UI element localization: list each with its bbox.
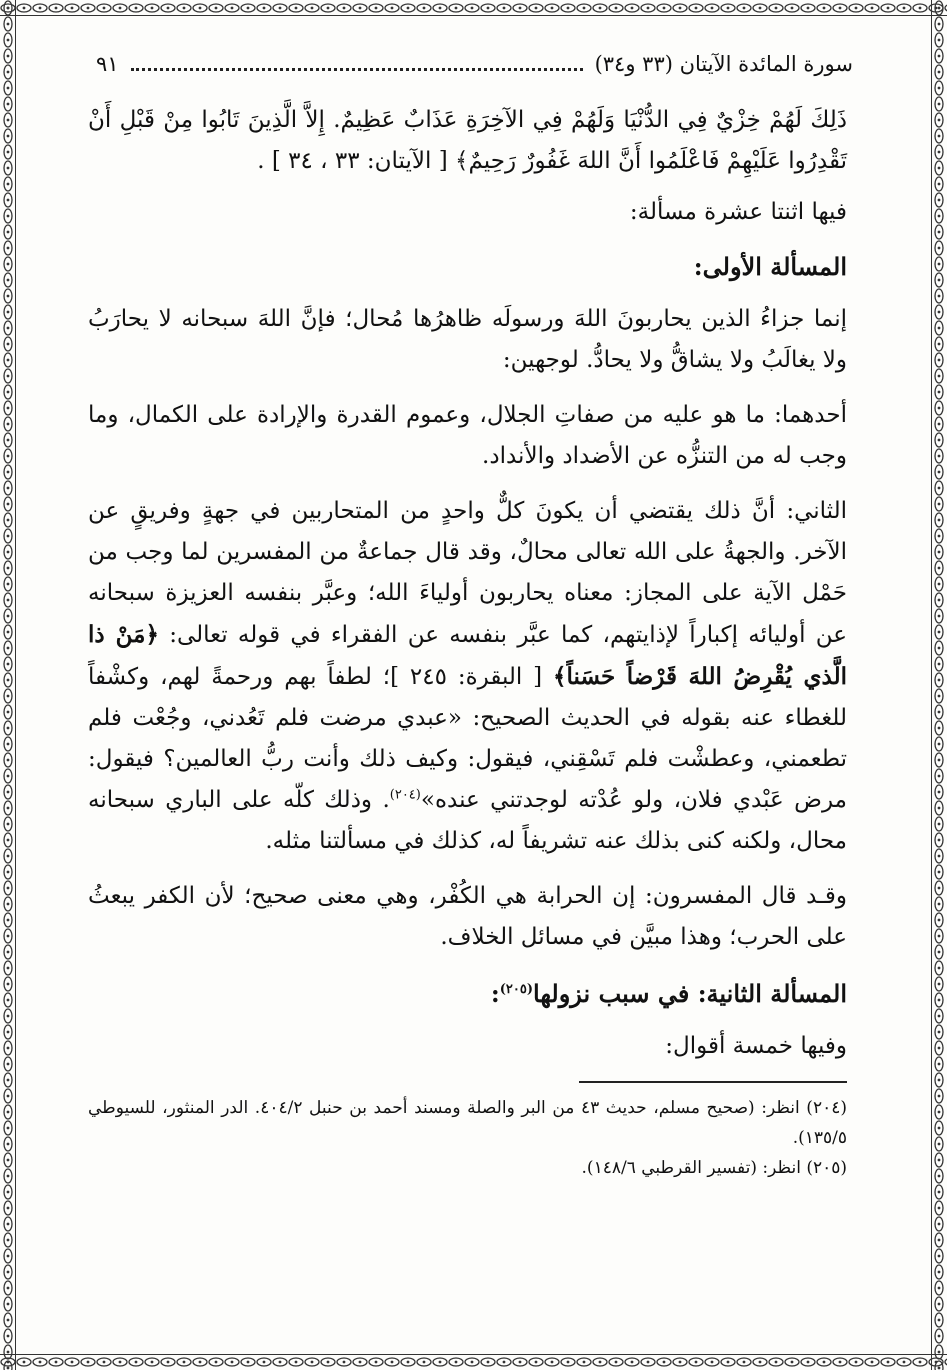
ornamental-border-top [0, 0, 947, 16]
footnotes [88, 1093, 847, 1183]
ornamental-border-left [0, 0, 16, 1370]
running-header [96, 52, 853, 76]
footnote-ref-205[interactable]: (٢٠٥) [499, 982, 534, 997]
footnote-205: (٢٠٥) انظر: (تفسير القرطبي ١٤٨/٦). [581, 1158, 847, 1178]
paragraph-3-part-c: . وذلك كلّه على الباري سبحانه محال، ولكنه كنى بذلك عنه تشريفاً له، كذلك في مسألتنا مثله. [88, 787, 847, 854]
quran-verse: ذَلِكَ لَهُمْ خِزْيٌ فِي الدُّنْيَا وَلَهُمْ فِي الآخِرَةِ عَذَابٌ عَظِيمٌ. إِلاَّ الَّذِينَ تَابُوا مِنْ قَبْلِ أَنْ تَقْدِرُوا عَلَيْهِمْ فَاعْلَمُوا أَنَّ اللهَ غَفُورٌ رَحِيمٌ﴾ [ الآيتان: ٣٣ ، ٣٤ ] . [88, 107, 847, 174]
footnote-ref-204[interactable]: (٢٠٤) [389, 787, 421, 803]
paragraph-5: وفيها خمسة أقوال: [665, 1033, 847, 1059]
footnote-204: (٢٠٤) انظر: (صحيح مسلم، حديث ٤٣ من البر والصلة ومسند أحمد بن حنبل ٤٠٤/٢. الدر المنثور، للسيوطي ١٣٥/٥). [88, 1098, 847, 1148]
paragraph-3-part-b: [ البقرة: ٢٤٥ ]؛ لطفاً بهم ورحمةً لهم، وكشْفاً للغطاء عنه بقوله في الحديث الصحيح: «عبدي مرضت فلم تَعُدني، وجُعْت فلم تطعمني، وعطشْت فلم تَسْقِني، فيقول: وكيف ذلك وأنت ربُّ العالمين؟ فيقول: مرض عَبْدي فلان، ولو عُدْته لوجدتني عنده» [88, 664, 848, 813]
section-heading-first: المسألة الأولى: [693, 252, 847, 281]
header-title: سورة المائدة الآيتان (٣٣ و٣٤) [594, 52, 853, 76]
paragraph-4: وقـد قال المفسرون: إن الحرابة هي الكُفْر، وهي معنى صحيح؛ لأن الكفر يبعثُ على الحرب؛ وهذا مبيَّن في مسائل الخلاف. [88, 883, 847, 950]
quran-quote: ﴿مَنْ ذا الَّذي يُقْرِضُ اللهَ قَرْضاً حَسَناً﴾ [88, 621, 847, 690]
intro-line: فيها اثنتا عشرة مسألة: [629, 199, 847, 225]
section-heading-second-colon: : [490, 979, 500, 1008]
page-content [88, 52, 853, 1183]
page-number: ٩١ [96, 52, 119, 76]
paragraph-1: إنما جزاءُ الذين يحاربونَ اللهَ ورسولَه ظاهرُها مُحال؛ فإنَّ اللهَ سبحانه لا يحارَبُ ولا يغالَبُ ولا يشاقُّ ولا يحادُّ. لوجهين: [88, 306, 847, 373]
paragraph-2: أحدهما: ما هو عليه من صفاتِ الجلال، وعموم القدرة والإرادة على الكمال، وما وجب له من التنزُّه عن الأضداد والأنداد. [88, 402, 847, 469]
section-heading-second [88, 972, 847, 1016]
ornamental-border-bottom [0, 1354, 947, 1370]
header-leader-dots [131, 56, 583, 71]
paragraph-3-part-a: الثاني: أنَّ ذلك يقتضي أن يكونَ كلٌّ واحدٍ من المتحاربين في جهةٍ وفريقٍ عن الآخر. والجهةُ على الله تعالى محالٌ، وقد قال جماعةٌ من المفسرين لما وجب من حَمْل الآية على المجاز: معناه يحاربون أولياءَ الله؛ وعبَّر بنفسه العزيزة سبحانه عن أوليائه إكباراً لإذايتهم، كما عبَّر بنفسه عن الفقراء في قوله تعالى: [88, 498, 847, 648]
section-heading-second-text: المسألة الثانية: في سبب نزولها [533, 979, 847, 1008]
footnote-separator [579, 1081, 847, 1083]
ornamental-border-right [931, 0, 947, 1370]
paragraph-3 [88, 491, 847, 862]
